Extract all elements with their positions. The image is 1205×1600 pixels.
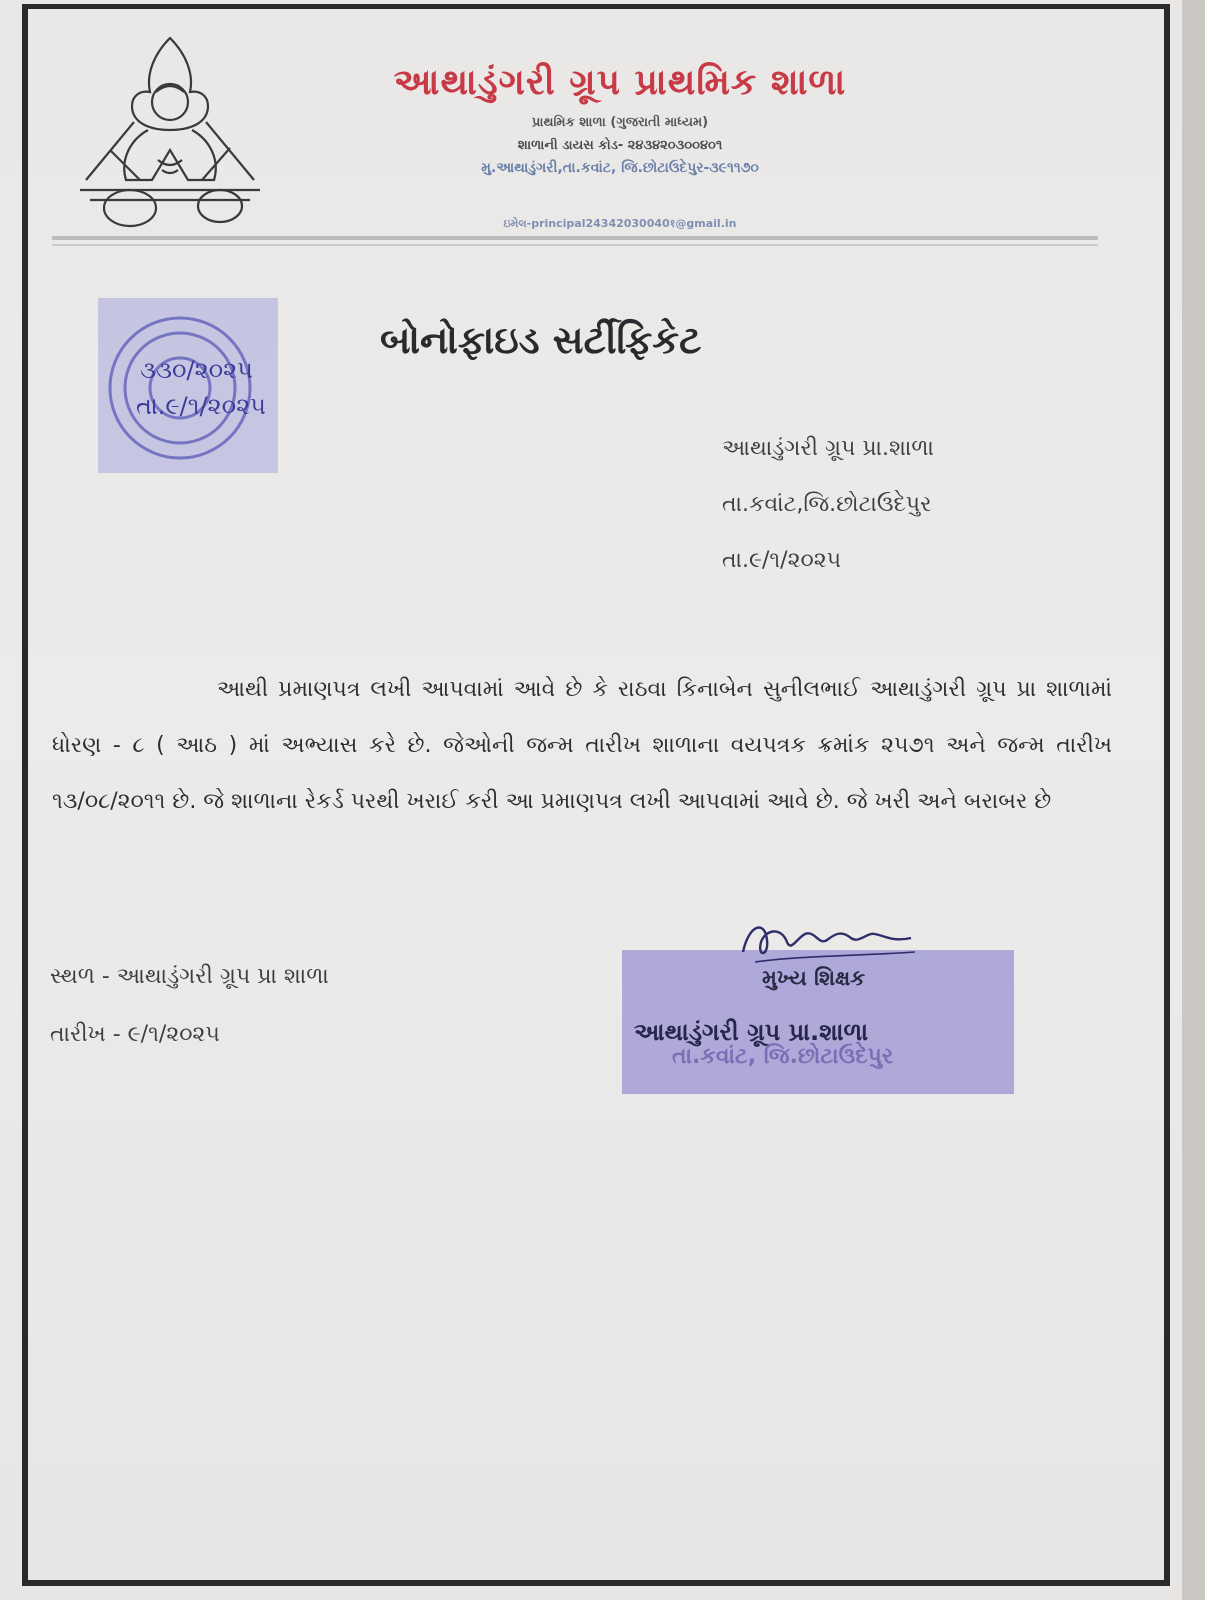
- header-rule: [52, 236, 1098, 240]
- seal-handwriting-line2: તા.૯/૧/૨૦૨૫: [136, 392, 266, 420]
- headmaster-place: તા.કવાંટ, જિ.છોટાઉદેપુર: [672, 1044, 894, 1069]
- headmaster-school: આથાડુંગરી ગ્રૂપ પ્રા.શાળા: [634, 1018, 869, 1046]
- header-rule-thin: [52, 244, 1098, 246]
- address-line-taluka: તા.કવાંટ,જિ.છોટાઉદેપુર: [722, 492, 932, 517]
- address-line-school: આથાડુંગરી ગ્રૂપ પ્રા.શાળા: [722, 436, 934, 461]
- school-email: ઇમેલ-principal24342030040१@gmail.in: [503, 217, 737, 230]
- school-seal-icon: [100, 300, 280, 475]
- saraswati-logo-icon: [70, 30, 270, 230]
- certificate-title: બોનોફાઇડ સર્ટીફિકેટ: [380, 318, 702, 362]
- medium-line: પ્રાથમિક શાળા (ગુજરાતી માધ્યમ): [531, 115, 709, 130]
- place-line: સ્થળ - આથાડુંગરી ગ્રૂપ પ્રા શાળા: [50, 964, 329, 989]
- address-line-date: તા.૯/૧/૨૦૨૫: [722, 548, 842, 573]
- date-line: તારીખ - ૯/૧/૨૦૨૫: [50, 1022, 220, 1047]
- dise-code: શાળાની ડાયસ કોડ- ૨૪૩૪૨૦૩૦૦૪૦૧: [517, 138, 723, 153]
- certificate-body: આથી પ્રમાણપત્ર લખી આપવામાં આવે છે કે રાઠવા કિનાબેન સુનીલભાઈ આથાડુંગરી ગ્રૂપ પ્રા શાળામાં ધોરણ - ૮ ( આઠ ) માં અભ્યાસ કરે છે. જેઓની જન્મ તારીખ શાળાના વયપત્રક ક્રમાંક ૨૫૭૧ અને જન્મ તારીખ ૧૩/૦૮/૨૦૧૧ છે. જે શાળાના રેકર્ડ પરથી ખરાઈ કરી આ પ્રમાણપત્ર લખી આપવામાં આવે છે. જે ખરી અને બરાબર છે: [52, 677, 1112, 814]
- school-address: મુ.આથાડુંગરી,તા.કવાંટ, જિ.છોટાઉદેપુર-૩૯૧૧૭૦: [481, 160, 759, 176]
- headmaster-signature: [735, 912, 925, 967]
- seal-handwriting-line1: ૩૩૦/૨૦૨૫: [140, 356, 253, 384]
- table-surface: [1182, 0, 1205, 1600]
- headmaster-role: મુખ્ય શિક્ષક: [762, 966, 866, 990]
- letterhead: [60, 20, 1100, 250]
- school-name: આથાડુંગરી ગ્રૂપ પ્રાથમિક શાળા: [393, 62, 847, 103]
